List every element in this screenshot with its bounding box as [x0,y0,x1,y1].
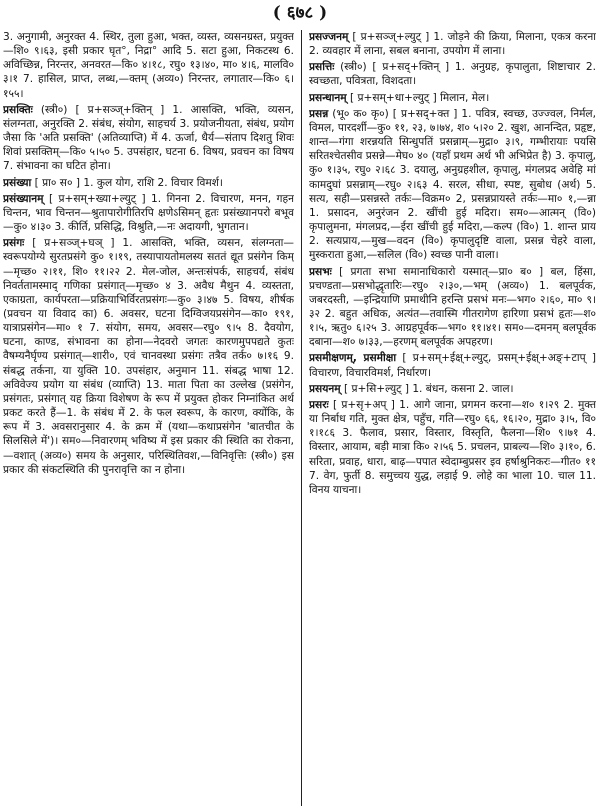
entry-text: [ प्रा० स० ] 1. कुल योग, राशि 2. विचार विमर्श। [34,176,223,189]
entry-headword: प्रसंख्यानम् [3,192,44,205]
dictionary-entry [309,107,596,263]
right-column [309,30,596,806]
entry-text: [ प्र+सम्+ख्या+ल्युट् ] 1. गिनना 2. विचारण, मनन, गहन चिन्तन, भाव चिन्तन—श्रुतापारोगीतिरपि क्षणेऽसिमन् हृतः प्रसंख्यानपरो बभूव—कु० ४।३० 3. कीर्ति, प्रसिद्धि, विश्रुति,—नः अदायगी, भुगतान। [3,192,294,234]
entry-headword: प्रसक्तिः [3,103,33,116]
entry-text: [ प्र+सञ्ज्+घञ् ] 1. आसक्ति, भक्ति, व्यसन, संलग्नता—स्वरूपयोग्ये सुरतप्रसंगे कु० १।१९, तस्यापायतोमलस्य सततं द्यूत प्रसंगेन किम्—मृच्छ० २।११, शि० ११।२२ 2. मेल-जोल, अन्तःसंपर्क, साहचर्य, संबंध निवर्ततामस्माद् गणिका प्रसंगात्—मृच्छ० ४ 3. अवैध मैथुन 4. व्यस्तता, एकाग्रता, कार्यपरता—प्रक्रियाभिर्विरतप्रसंगः—कु० ३।४७ 5. विषय, शीर्षक (प्रवचन या विवाद का) 6. अवसर, घटना दिग्विजयप्रसंगेन—का० १९१, यात्राप्रसंगेन—मा० १ 7. संयोग, समय, अवसर—रघु० ९।५ 8. दैवयोग, घटना, काण्ड, संभावना का होना—नेदवरो जगतः कारणमुपपद्यते कुतः वैषम्यनैर्घृण्य प्रसंगात्—शारी०, एवं चानवस्था प्रसंगः तत्रैव तर्क० ७।१६ 9. संबद्ध तर्कना, या युक्ति 10. उपसंहार, अनुमान 11. संबद्ध भाषा 12. अविवेज्य प्रयोग या संबंध (व्याप्ति) 13. माता पिता का उल्लेख (प्रसंगेन, प्रसंगतः, प्रसंगात् यह क्रिया विशेषण के रूप में प्रयुक्त होकर निम्नांकित अर्थ प्रकट करते हैं—1. के संबंध में 2. के फल स्वरूप, के कारण, क्योंकि, के रूप में 3. अवसरानुसार 4. के क्रम में (यथा—कथाप्रसंगेन 'बातचीत के सिलसिले में')। सम०—निवारणम् भविष्य में इस प्रकार की स्थिति का रोकना,—वशात् (अव्य०) समय के अनुसार, परिस्थितिवश,—विनिवृत्तिः (स्त्री०) इस प्रकार की संकटस्थिति की पुनरावृत्ति का न होना। [3,237,294,476]
entry-text: [ प्र+सञ्ज्+ल्युट् ] 1. जोड़ने की क्रिया, मिलाना, एकत्र करना 2. व्यवहार में लाना, सबल बनाना, उपयोग में लाना। [309,31,596,58]
dictionary-entry [3,103,294,174]
dictionary-entry [3,192,294,234]
dictionary-entry [309,351,596,379]
dictionary-entry [309,30,596,58]
entry-text: 3. अनुगामी, अनुरक्त 4. स्थिर, तुला हुआ, भक्त, व्यस्त, व्यसनग्रस्त, प्रयुक्त—शि० ९।६३, इसी प्रकार घृत°, निद्रा° आदि 5. सटा हुआ, निकटस्थ 6. अविच्छिन्न, निरन्तर, अनवरत—कि० ४।१८, रघु० १३।४०, मा० ४।६, मालवि० ३।१ 7. हासिल, प्राप्त, लब्ध,—क्तम् (अव्य०) निरन्तर, लगातार—कि० ६।१५५। [3,31,294,100]
entry-text: (स्त्री०) [ प्र+सञ्ज्+क्तिन् ] 1. आसक्ति, भक्ति, व्यसन, संलग्नता, अनुरक्ति 2. संबंध, संयोग, साहचर्य 3. प्रयोजनीयता, संबंध, प्रयोग जैसा कि 'अति प्रसक्ति' (अतिव्याप्ति) में 4. ऊर्जा, धैर्य—संताप दिशतु शिवः शिवां प्रसक्तिम्—कि० ५।५० 5. उपसंहार, घटना 6. विषय, प्रवचन का विषय 7. संभावना का घटित होना। [3,103,294,173]
entry-headword: प्रसज्जनम् [309,31,349,43]
entry-headword: प्रसंख्या [3,176,32,189]
entry-headword: प्रसत्तिः [309,61,335,74]
entry-headword: प्रसभः [309,265,332,278]
dictionary-entry [3,176,294,190]
dictionary-entry [309,60,596,88]
entry-text: [ प्र+सम्+धा+ल्युट् ] मिलान, मेल। [349,91,490,104]
entry-headword: प्रसयनम् [309,382,341,395]
page-number: ( ६७८ ) [272,3,328,23]
left-column [3,30,294,806]
entry-text: [ प्र+सम्+ईक्ष्+ल्युट्, प्रसम्+ईक्ष्+अङ्+टाप् ] विचारण, विचारविमर्श, निर्धारण। [309,352,596,379]
dictionary-entry [309,382,596,396]
entry-headword: प्रसन्धानम् [309,91,347,104]
entry-text: (स्त्री०) [ प्र+सद्+क्तिन् ] 1. अनुग्रह, कृपालुता, शिष्टाचार 2. स्वच्छता, पवित्रता, विशदता। [309,61,596,88]
dictionary-entry [3,236,294,477]
entry-text: [ प्रगता सभा समानाधिकारो यस्मात्—प्रा० ब० ] बल, हिंसा, प्रचण्डता—प्रसभोद्धृतारिः—रघु० २।३०,—भम् (अव्य०) 1. बलपूर्वक, जबरदस्ती, —इन्द्रियाणि प्रमाथीनि हरन्ति प्रसभं मनः—भग० २।६०, मा० ९।३२ 2. बहुत अधिक, अत्यंत—तवास्मि गीतरागेण हारिणा प्रसभं हृतः—श० १।५, ऋतु० ६।२५ 3. आग्रहपूर्वक—भग० ११।४१। सम०—दमनम् बलपूर्वक दबाना—श० ७।३३,—हरणम् बलपूर्वक अपहरण। [309,265,596,349]
entry-text: [ प्र+सि+ल्युट् ] 1. बंधन, कसना 2. जाल। [343,382,514,395]
dictionary-entry [3,30,294,101]
entry-text: [ प्र+सृ+अप् ] 1. आगे जाना, प्रगमन करना—श० १।२९ 2. मुक्त या निर्बाध गति, मुक्त क्षेत्र, पहुँच, गति—रघु० ६६, १६।२०, मुद्रा० ३।५, वि० १।१८६ 3. फैलाव, प्रसार, विस्तार, विस्तृति, फैलना—शि० ९।७१ 4. विस्तार, आयाम, बड़ी मात्रा कि० २।५६ 5. प्रचलन, प्राबल्य—शि० ३।१०, 6. सरिता, प्रवाह, धारा, बाढ़—पपात स्वेदाम्बुप्रसर इव हर्षाश्रुनिकरः—गीत० ११ 7. वेग, फुर्ती 8. समुच्चय युद्ध, लड़ाई 9. लोहे का भाला 10. चाल 11. विनय याचना। [309,398,596,496]
entry-headword: प्रसन्न [309,107,329,120]
dictionary-entry [309,91,596,105]
column-divider [301,30,302,806]
entry-headword: प्रसरः [309,398,329,411]
dictionary-entry [309,265,596,350]
entry-headword: प्रसंगः [3,237,25,250]
entry-headword: प्रसमीक्षणम्, प्रसमीक्षा [309,352,397,365]
dictionary-entry [309,398,596,497]
entry-text: (भू० क० कृ०) [ प्र+सद्+क्त ] 1. पवित्र, स्वच्छ, उज्ज्वल, निर्मल, विमल, पारदर्शी—कु० ११, २३, ७।७४, श० ५।२० 2. खुश, आनन्दित, प्रहृष्ट, शान्त—गंगा शरन्नयति सिन्धुपतिं प्रसन्नाम्—मुद्रा० ३।९, गम्भीरायाः पयसि सरितश्चेतसीव प्रसन्ने—मेघ० ४० (यहाँ प्रथम अर्थ भी अभिप्रेत है) 3. कृपालु, कु० १।३५, रघु० २।६८ 3. दयालु, अनुग्रहशील, कृपालु, मंगलप्रद अवेहि मां कामदुघां प्रसन्नाम्—रघु० २।६३ 4. सरल, सीधा, स्पष्ट, सुबोध (अर्थ) 5. सत्य, सही—प्रसन्नस्ते तर्कः—विक्रम० 2, प्रसन्नप्रायस्ते तर्कः—मा० १,—न्ना 1. प्रसादन, अनुरंजन 2. खींची हुई मदिरा। सम०—आत्मन् (वि०) कृपालुमना, मंगलप्रद,—ईरा खींची हुई मदिरा,—कल्प (वि०) 1. शान्त प्राय 2. सत्यप्राय,—मुख—वदन (वि०) कृपालुदृष्टि वाला, प्रसन्न चेहरे वाला, मुस्कराता हुआ,—सलिल (वि०) स्वच्छ पानी वाला। [309,107,596,262]
